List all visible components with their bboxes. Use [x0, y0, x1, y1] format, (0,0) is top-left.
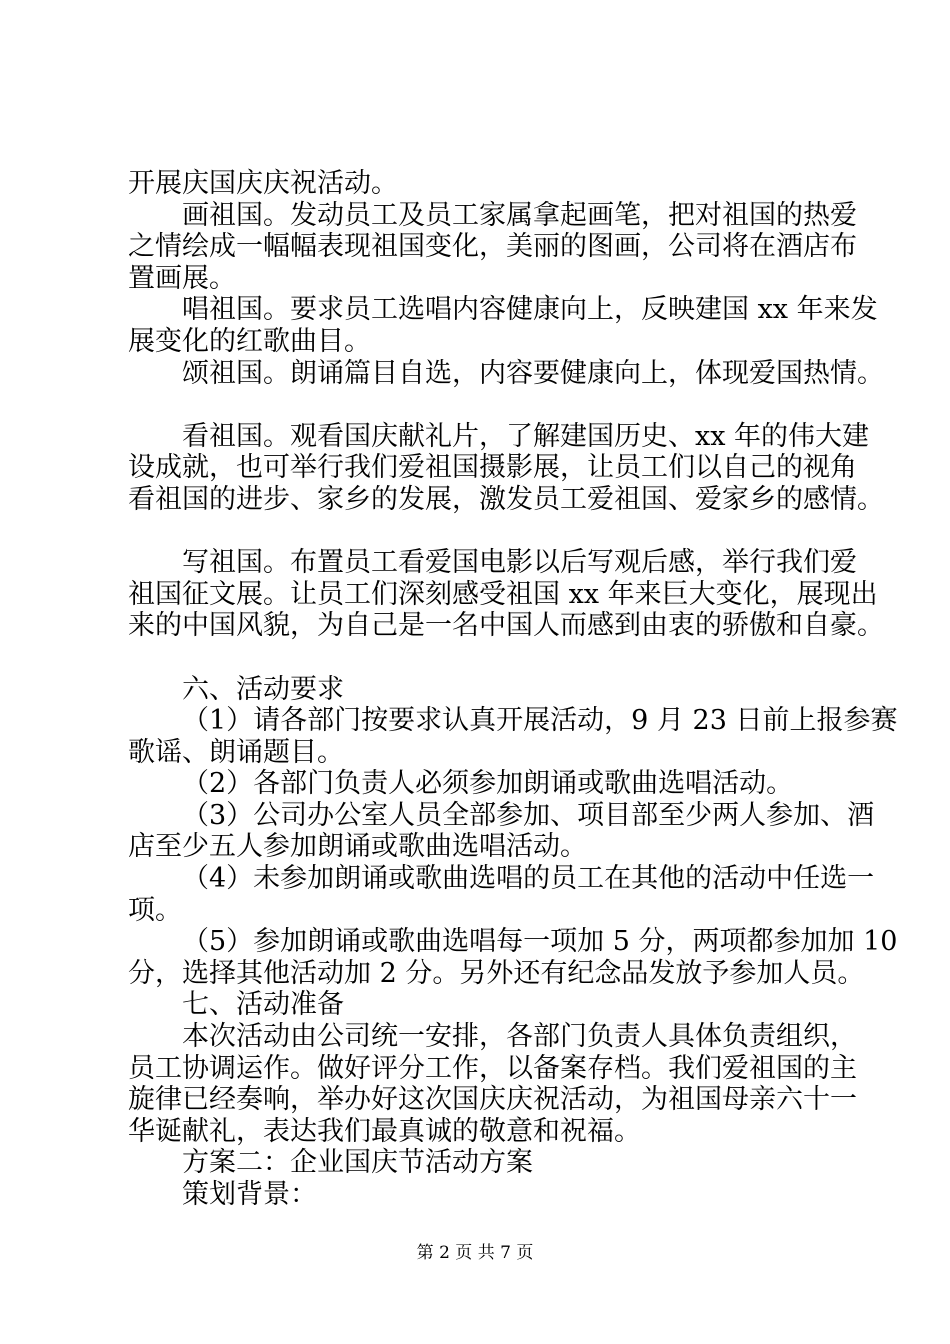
text-line: （4）未参加朗诵或歌曲选唱的员工在其他的活动中任选一 [182, 863, 875, 895]
paragraph-write-motherland [128, 547, 884, 642]
text-line: 项。 [128, 894, 182, 926]
text-line: 开展庆国庆庆祝活动。 [128, 168, 398, 199]
text-line: 置画展。 [128, 262, 236, 294]
text-line: 店至少五人参加朗诵或歌曲选唱活动。 [128, 831, 587, 863]
text-line: 华诞献礼，表达我们最真诚的敬意和祝福。 [128, 1115, 641, 1147]
text-line: 六、活动要求 [182, 673, 344, 705]
document-body [128, 168, 898, 1211]
text-line: 设成就，也可举行我们爱祖国摄影展，让员工们以自己的视角 [128, 452, 857, 484]
section-heading-background [128, 1179, 848, 1211]
paragraph-preparation [128, 1021, 857, 1147]
text-line: 看祖国。观看国庆献礼片，了解建国历史、xx 年的伟大建 [182, 420, 870, 452]
text-line: 旋律已经奏响，举办好这次国庆庆祝活动，为祖国母亲六十一 [128, 1084, 857, 1116]
section-heading-plan-two [128, 1147, 848, 1179]
text-line: （3）公司办公室人员全部参加、项目部至少两人参加、酒 [182, 799, 875, 831]
paragraph-draw-motherland [128, 199, 857, 295]
paragraph-continuation [128, 168, 848, 200]
text-line: 看祖国的进步、家乡的发展，激发员工爱祖国、爱家乡的感情。 [128, 483, 884, 515]
text-line: 来的中国风貌，为自己是一名中国人而感到由衷的骄傲和自豪。 [128, 610, 884, 642]
section-heading-requirements [128, 674, 848, 706]
paragraph-sing-motherland [128, 294, 878, 357]
requirement-item-3 [128, 799, 875, 863]
text-line: 七、活动准备 [182, 989, 344, 1021]
page-footer: 第 2 页 共 7 页 [416, 1243, 534, 1263]
text-line: 员工协调运作。做好评分工作，以备案存档。我们爱祖国的主 [128, 1052, 857, 1084]
text-line: 之情绘成一幅幅表现祖国变化，美丽的图画，公司将在酒店布 [128, 231, 857, 263]
text-line: 展变化的红歌曲目。 [128, 325, 371, 357]
text-line: 分，选择其他活动加 2 分。另外还有纪念品发放予参加人员。 [128, 957, 865, 989]
section-heading-preparation [128, 989, 848, 1021]
text-line: （1）请各部门按要求认真开展活动，9 月 23 日前上报参赛 [182, 705, 898, 737]
requirement-item-5 [128, 926, 898, 989]
text-line: （5）参加朗诵或歌曲选唱每一项加 5 分，两项都参加加 10 [182, 926, 898, 958]
text-line: （2）各部门负责人必须参加朗诵或歌曲选唱活动。 [182, 768, 794, 800]
paragraph-spacer [128, 642, 848, 674]
paragraph-watch-motherland [128, 420, 884, 516]
text-line: 歌谣、朗诵题目。 [128, 736, 344, 768]
text-line: 方案二：企业国庆节活动方案 [182, 1147, 533, 1179]
paragraph-recite-motherland [128, 357, 884, 390]
text-line: 画祖国。发动员工及员工家属拿起画笔，把对祖国的热爱 [182, 199, 857, 231]
text-line: 颂祖国。朗诵篇目自选，内容要健康向上，体现爱国热情。 [182, 357, 884, 389]
text-line: 本次活动由公司统一安排，各部门负责人具体负责组织， [182, 1021, 857, 1053]
text-line: 唱祖国。要求员工选唱内容健康向上，反映建国 xx 年来发 [182, 294, 878, 326]
requirement-item-2 [128, 768, 848, 800]
paragraph-spacer [128, 389, 848, 421]
text-line: 写祖国。布置员工看爱国电影以后写观后感，举行我们爱 [182, 547, 857, 579]
text-line: 策划背景： [182, 1179, 317, 1210]
text-line: 祖国征文展。让员工们深刻感受祖国 xx 年来巨大变化，展现出 [128, 578, 878, 610]
requirement-item-1 [128, 705, 898, 768]
requirement-item-4 [128, 863, 875, 926]
paragraph-spacer [128, 516, 848, 548]
